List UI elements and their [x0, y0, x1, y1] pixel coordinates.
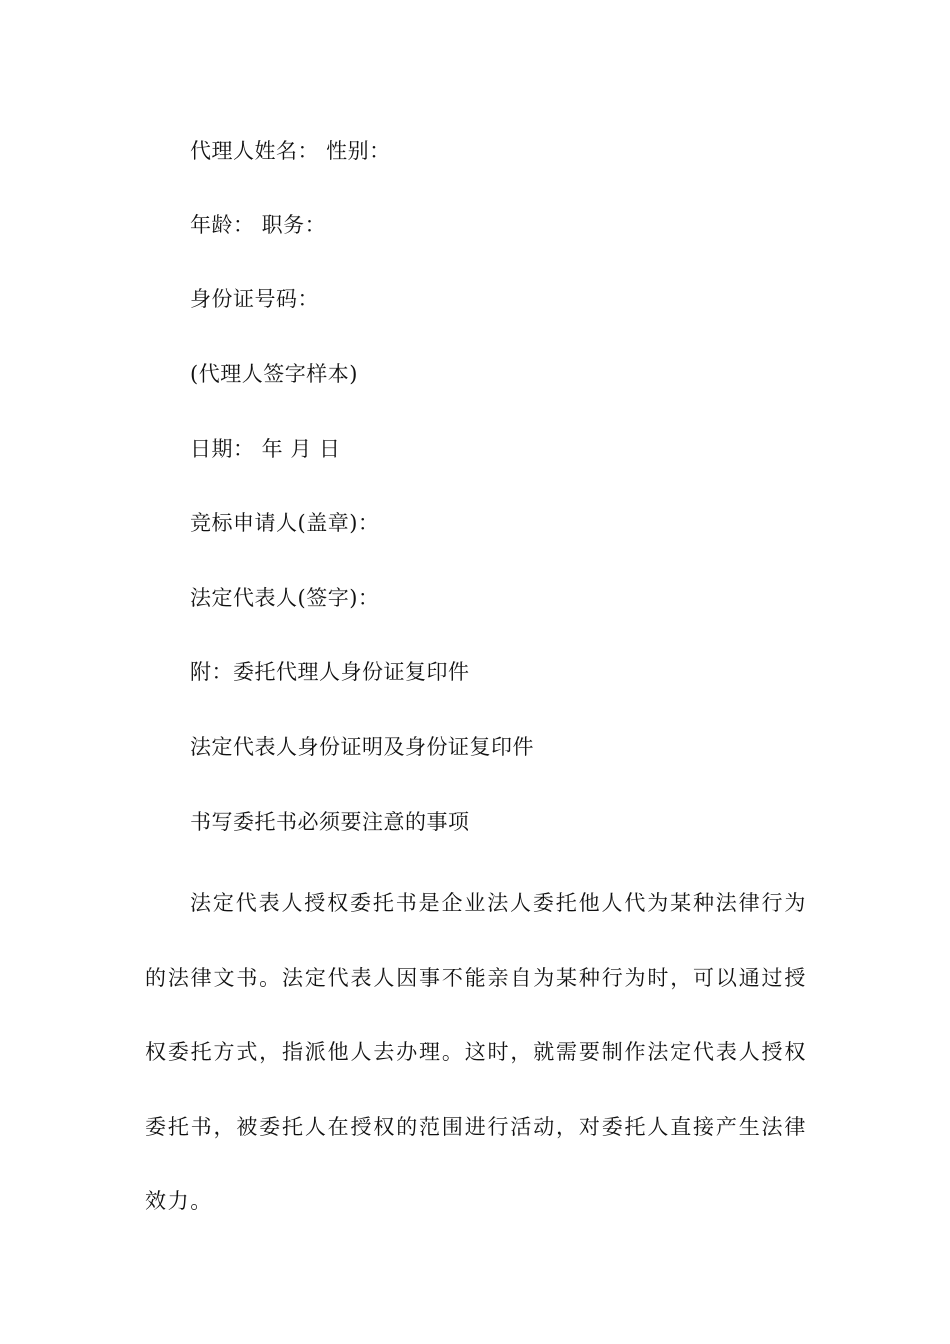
agent-signature-sample-line: (代理人签字样本) [190, 362, 358, 386]
age-position-line: 年龄： 职务： [190, 213, 327, 237]
id-number-line: 身份证号码： [190, 287, 319, 311]
date-line: 日期： 年 月 日 [190, 437, 341, 461]
attachment-line-2: 法定代表人身份证明及身份证复印件 [190, 735, 534, 759]
bidder-seal-line: 竞标申请人(盖章)： [190, 511, 380, 535]
legal-representative-signature-line: 法定代表人(签字)： [190, 586, 380, 610]
agent-name-gender-line: 代理人姓名： 性别： [190, 139, 391, 163]
body-paragraph: 法定代表人授权委托书是企业法人委托他人代为某种法律行为的法律文书。法定代表人因事不能亲自为某种行为时，可以通过授权委托方式，指派他人去办理。这时，就需要制作法定代表人授权委托书，被委托人在授权的范围进行活动，对委托人直接产生法律效力。 [145, 891, 807, 1213]
section-heading: 书写委托书必须要注意的事项 [190, 810, 470, 834]
attachment-line: 附：委托代理人身份证复印件 [190, 660, 470, 684]
